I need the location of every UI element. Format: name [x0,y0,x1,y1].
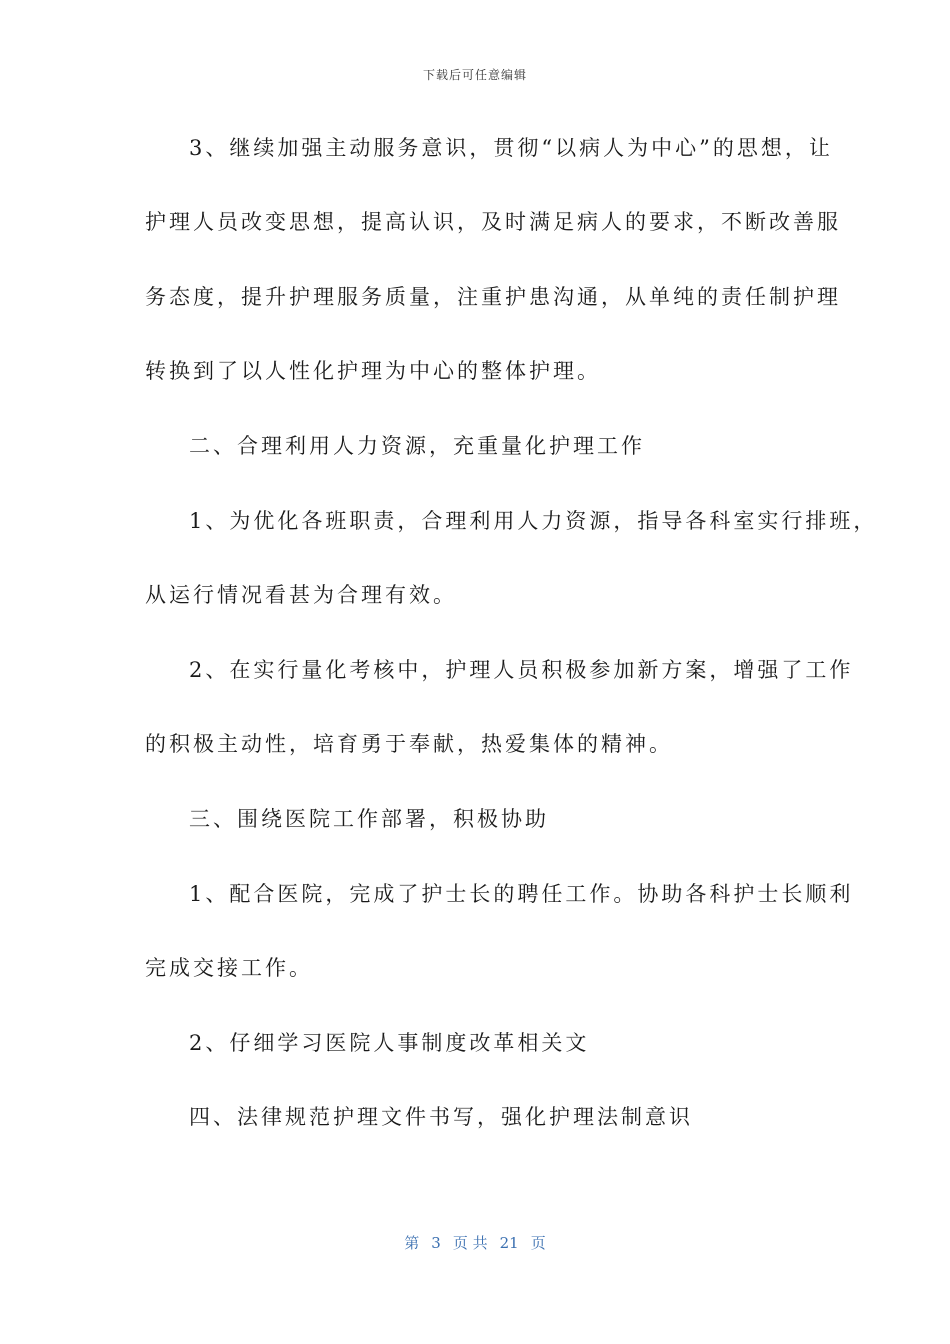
page-header: 下载后可任意编辑 [422,68,527,82]
paragraph-line-12: 完成交接工作。 [145,956,313,980]
section-heading-2: 二、合理利用人力资源，充重量化护理工作 [189,434,645,458]
section-heading-3: 三、围绕医院工作部署，积极协助 [189,807,549,831]
paragraph-line-9: 的积极主动性，培育勇于奉献，热爱集体的精神。 [145,732,673,756]
page-footer [0,1232,950,1253]
paragraph-line-2: 护理人员改变思想，提高认识，及时满足病人的要求，不断改善服 [145,210,841,234]
paragraph-line-1: 3、继续加强主动服务意识，贯彻“以病人为中心”的思想，让 [189,136,833,160]
section-heading-4: 四、法律规范护理文件书写，强化护理法制意识 [189,1105,693,1129]
paragraph-line-11: 1、配合医院，完成了护士长的聘任工作。协助各科护士长顺利 [189,882,854,906]
paragraph-line-7: 从运行情况看甚为合理有效。 [145,583,457,607]
paragraph-line-13: 2、仔细学习医院人事制度改革相关文 [189,1031,590,1055]
footer-page-middle: 页 共 [452,1234,488,1252]
paragraph-line-6: 1、为优化各班职责，合理利用人力资源，指导各科室实行排班， [189,509,878,533]
footer-page-number: 3 [431,1234,441,1252]
paragraph-line-4: 转换到了以人性化护理为中心的整体护理。 [145,359,601,383]
paragraph-line-8: 2、在实行量化考核中，护理人员积极参加新方案，增强了工作 [189,658,854,682]
footer-page-prefix: 第 [404,1234,420,1252]
paragraph-line-3: 务态度，提升护理服务质量，注重护患沟通，从单纯的责任制护理 [145,285,841,309]
footer-page-suffix: 页 [530,1234,546,1252]
footer-total-pages: 21 [499,1234,519,1252]
